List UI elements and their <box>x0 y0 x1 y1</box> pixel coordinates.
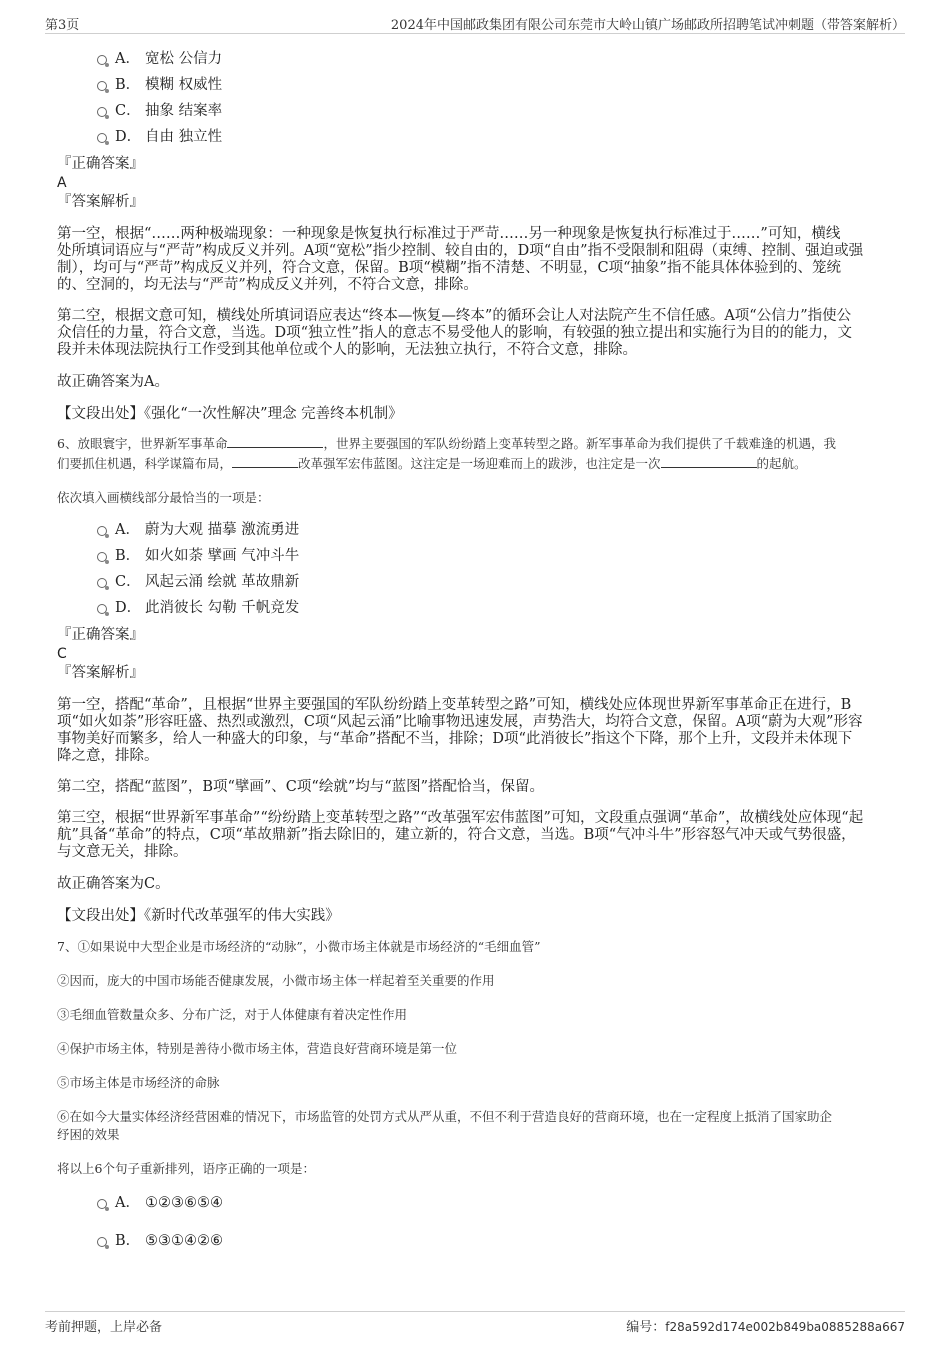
q6-analysis-para3: 第三空，根据“世界新军事革命”“纷纷踏上变革转型之路”“改革强军宏伟蓝图”可知，文段重点强调“革命”，故横线处应体现“起 航”具备“革命”的特点，C项“革故鼎新”指去除旧的，建立新的，符合文意，当选。B项“气冲斗牛”形容怒气冲天或气势很盛， 与文意无关，排除。 <box>57 810 864 860</box>
blank-1 <box>227 435 323 448</box>
q6-option-d[interactable]: D． 此消彼长 勾勒 千帆竞发 <box>57 597 895 623</box>
radio-icon[interactable] <box>97 578 107 588</box>
q6-answer-label: 『正确答案』 <box>57 627 144 643</box>
q5-option-b[interactable]: B． 模糊 权威性 <box>57 74 895 100</box>
radio-icon[interactable] <box>97 81 107 91</box>
radio-icon[interactable] <box>97 1199 107 1209</box>
q6-option-a[interactable]: A． 蔚为大观 描摹 激流勇进 <box>57 519 895 545</box>
q6-option-c[interactable]: C． 风起云涌 绘就 革故鼎新 <box>57 571 895 597</box>
q5-analysis-para1: 第一空，根据“……两种极端现象：一种现象是恢复执行标准过于严苛……另一种现象是恢复执行标准过于……”可知，横线 处所填词语应与“严苛”构成反义并列。A项“宽松”指少控制、较自由的，D项“自由”指不受限制和阻碍（束缚、控制、强迫或强 制），均可与“严苛”构成反义并列，符合文意，保留。B项“模糊”指不清楚、不明显，C项“抽象”指不能具体体验到的、笼统 的、空洞的，均无法与“严苛”构成反义并列，不符合文意，排除。 <box>57 226 864 293</box>
q7-option-a[interactable]: A． ①②③⑥⑤④ <box>57 1192 895 1218</box>
q5-answer-label: 『正确答案』 <box>57 156 144 172</box>
q7-sentence-3: ③毛细血管数量众多、分布广泛，对于人体健康有着决定性作用 <box>57 1007 408 1022</box>
q6-options <box>57 519 895 623</box>
page-number: 第3页 <box>45 18 80 33</box>
radio-icon[interactable] <box>97 604 107 614</box>
q7-sentence-5: ⑤市场主体是市场经济的命脉 <box>57 1075 220 1090</box>
q7-options <box>57 1192 895 1256</box>
q5-analysis-label: 『答案解析』 <box>57 194 144 210</box>
page-header <box>45 12 905 34</box>
q6-analysis-para1: 第一空，搭配“革命”，且根据“世界主要强国的军队纷纷踏上变革转型之路”可知，横线处应体现世界新军事革命正在进行，B 项“如火如荼”形容旺盛、热烈或激烈，C项“风起云涌”比喻事物迅速发展，声势浩大，均符合文意，保留。A项“蔚为大观”形容 事物美好而繁多，给人一种盛大的印象，与“革命”搭配不当，排除；D项“此消彼长”指这个下降，那个上升，文段并未体现下 降之意，排除。 <box>57 697 863 764</box>
q6-conclusion: 故正确答案为C。 <box>57 876 170 892</box>
q6-answer: C <box>57 646 67 662</box>
q7-prompt: 将以上6个句子重新排列，语序正确的一项是： <box>57 1161 315 1176</box>
q5-options <box>57 48 895 152</box>
q5-option-c[interactable]: C． 抽象 结案率 <box>57 100 895 126</box>
q5-conclusion: 故正确答案为A。 <box>57 374 169 390</box>
q6-analysis-para2: 第二空，搭配“蓝图”，B项“擘画”、C项“绘就”均与“蓝图”搭配恰当，保留。 <box>57 779 545 795</box>
q7-sentence-2: ②因而，庞大的中国市场能否健康发展，小微市场主体一样起着至关重要的作用 <box>57 973 495 988</box>
footer-slogan: 考前押题，上岸必备 <box>45 1320 163 1335</box>
q5-analysis-para2: 第二空，根据文意可知，横线处所填词语应表达“终本—恢复—终本”的循环会让人对法院产生不信任感。A项“公信力”指使公 众信任的力量，符合文意，当选。D项“独立性”指人的意志不易受他人的影响，有较强的独立提出和实施行为目的的能力，文 段并未体现法院执行工作受到其他单位或个人的影响，无法独立执行，不符合文意，排除。 <box>57 308 852 358</box>
q6-prompt: 依次填入画横线部分最恰当的一项是： <box>57 490 270 505</box>
blank-3 <box>661 455 757 468</box>
q7-sentence-6: ⑥在如今大量实体经济经营困难的情况下，市场监管的处罚方式从严从重，不但不利于营造良好的营商环境，也在一定程度上抵消了国家助企 <box>57 1109 833 1124</box>
q6-source: 【文段出处】《新时代改革强军的伟大实践》 <box>57 908 340 924</box>
q7-question <box>57 938 895 1178</box>
q5-source: 【文段出处】《强化“一次性解决”理念 完善终本机制》 <box>57 406 403 422</box>
q6-question: 6、放眼寰宇，世界新军事革命 ，世界主要强国的军队纷纷踏上变革转型之路。新军事革命为我们提供了千载难逢的机遇，我 们要抓住机遇，科学谋篇布局， 改革强军宏伟蓝图。这注定是一场迎难而上的跋涉，也注定是一次 的起航。 <box>57 436 836 471</box>
q6-option-b[interactable]: B． 如火如荼 擘画 气冲斗牛 <box>57 545 895 571</box>
q7-sentence-6-cont: 纾困的效果 <box>57 1127 120 1142</box>
radio-icon[interactable] <box>97 55 107 65</box>
q5-answer: A <box>57 175 67 191</box>
q7-option-b[interactable]: B． ⑤③①④②⑥ <box>57 1230 895 1256</box>
radio-icon[interactable] <box>97 107 107 117</box>
q7-sentence-1: 7、①如果说中大型企业是市场经济的“动脉”，小微市场主体就是市场经济的“毛细血管” <box>57 939 541 954</box>
radio-icon[interactable] <box>97 1237 107 1247</box>
blank-2 <box>232 455 298 468</box>
document-code: 编号：f28a592d174e002b849ba0885288a667 <box>626 1320 905 1335</box>
q5-option-d[interactable]: D． 自由 独立性 <box>57 126 895 152</box>
radio-icon[interactable] <box>97 552 107 562</box>
q7-sentence-4: ④保护市场主体，特别是善待小微市场主体，营造良好营商环境是第一位 <box>57 1041 458 1056</box>
page-footer <box>45 1311 905 1333</box>
radio-icon[interactable] <box>97 526 107 536</box>
radio-icon[interactable] <box>97 133 107 143</box>
document-body <box>57 48 895 1256</box>
document-title: 2024年中国邮政集团有限公司东莞市大岭山镇广场邮政所招聘笔试冲刺题（带答案解析） <box>390 18 905 33</box>
q6-analysis-label: 『答案解析』 <box>57 665 144 681</box>
q5-option-a[interactable]: A． 宽松 公信力 <box>57 48 895 74</box>
